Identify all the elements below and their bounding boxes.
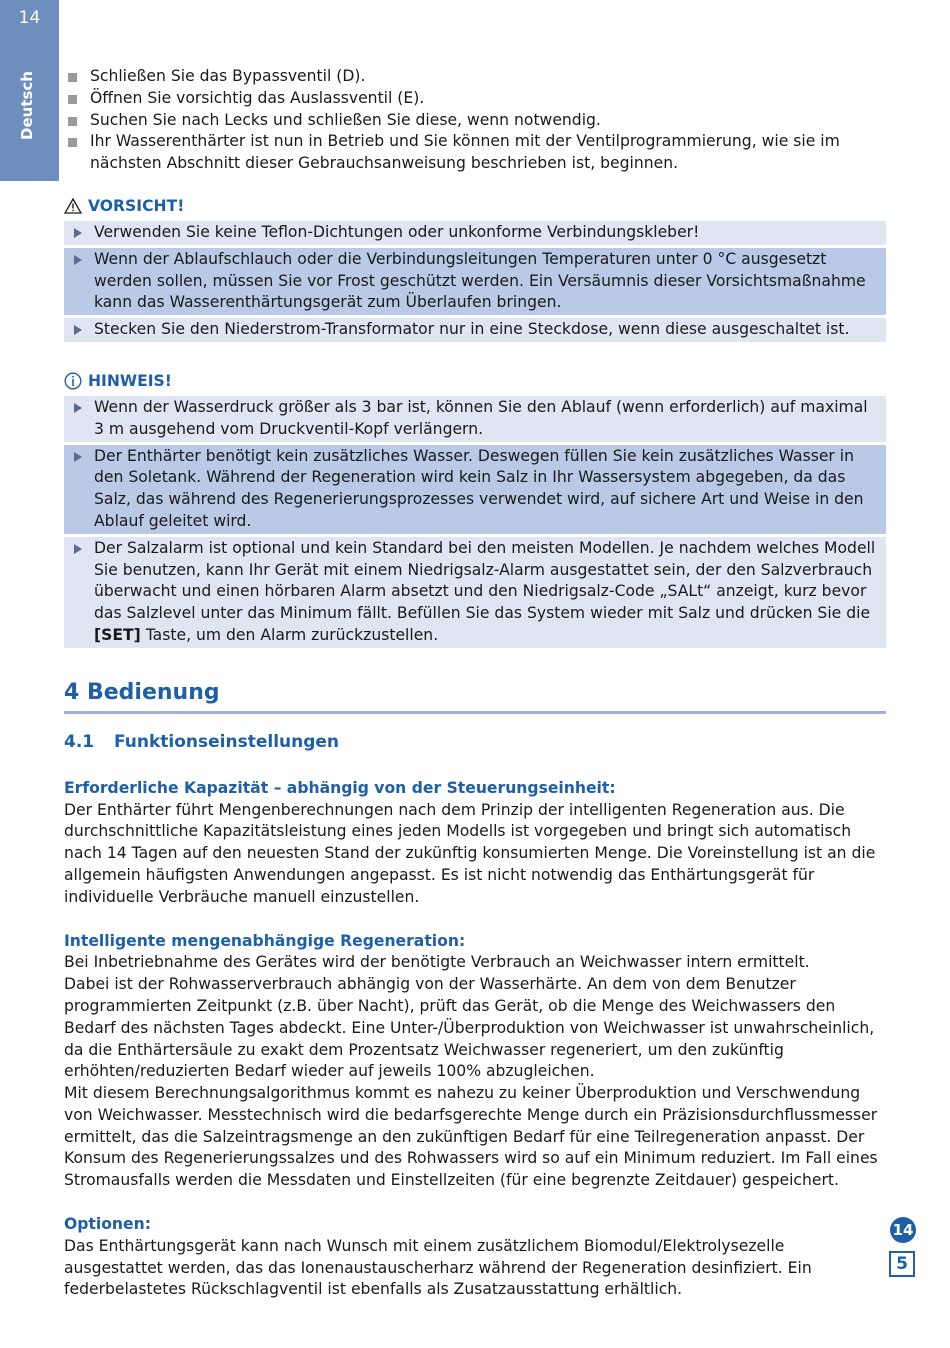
step-item: Schließen Sie das Bypassventil (D).	[64, 66, 886, 88]
triangle-bullet-icon	[74, 403, 82, 413]
triangle-bullet-icon	[74, 255, 82, 265]
caution-item: Wenn der Ablaufschlauch oder die Verbindungsleitungen Temperaturen unter 0 °C ausgesetzt werden sollen, müssen Sie vor Frost geschützt werden. Ein Versäumnis dieser Vorsichtsmaßnahme kann das Wasserenthärtungsgerät zum Überlaufen bringen.	[64, 248, 886, 315]
triangle-bullet-icon	[74, 325, 82, 335]
square-bullet-icon	[68, 95, 77, 104]
capacity-heading: Erforderliche Kapazität – abhängig von der Steuerungseinheit:	[64, 778, 616, 797]
note-item: Wenn der Wasserdruck größer als 3 bar ist, können Sie den Ablauf (wenn erforderlich) auf maximal 3 m ausgehend vom Druckventil-Kopf verlängern.	[64, 396, 886, 442]
page-number: 14	[18, 8, 41, 28]
regeneration-text-3: Mit diesem Berechnungsalgorithmus kommt es nahezu zu keiner Überproduktion und Verschwendung von Weichwasser. Messtechnisch wird die bedarfsgerechte Menge durch ein Präzisionsdurchflussmesser ermittelt, das die Salzeintragsmenge an den zukünftigen Bedarf für eine Teilregeneration anpasst. Der Konsum des Regenerierungssalzes und des Rohwassers wird so auf ein Minimum reduziert. Im Fall eines Stromausfalls werden die Messdaten und Einstellzeiten (für eine begrenzte Zeitdauer) gespeichert.	[64, 1084, 878, 1190]
options-text: Das Enthärtungsgerät kann nach Wunsch mit einem zusätzlichem Biomodul/Elektrolysezelle ausgestattet werden, das das Ionenaustauscherharz während der Regeneration desinfiziert. Ein federbelastetes Rückschlagventil ist ebenfalls als Zusatzausstattung erhältlich.	[64, 1236, 812, 1299]
options-heading: Optionen:	[64, 1215, 151, 1234]
caution-heading	[64, 197, 886, 215]
regeneration-heading: Intelligente mengenabhängige Regeneration:	[64, 931, 466, 950]
note-list	[64, 396, 886, 648]
step-item: Ihr Wasserenthärter ist nun in Betrieb und Sie können mit der Ventilprogrammierung, wie sie im nächsten Abschnitt dieser Gebrauchsanweisung beschrieben ist, beginnen.	[64, 131, 886, 175]
step-list	[64, 66, 886, 175]
step-item: Öffnen Sie vorsichtig das Auslassventil (E).	[64, 88, 886, 110]
note-title: HINWEIS!	[88, 371, 172, 390]
subsection-title: Funktionseinstellungen	[114, 731, 340, 752]
note-item: Der Salzalarm ist optional und kein Standard bei den meisten Modellen. Je nachdem welches Modell Sie benutzen, kann Ihr Gerät mit einem Niedrigsalz-Alarm ausgestattet sein, der den Salzverbrauch überwacht und einen hörbaren Alarm absetzt und den Niedrigsalz-Code „SALt“ anzeigt, kurz bevor das Salzlevel unter das Minimum fällt. Befüllen Sie das System wieder mit Salz und drücken Sie die [SET] Taste, um den Alarm zurückzustellen.	[64, 537, 886, 648]
note-item: Der Enthärter benötigt kein zusätzliches Wasser. Deswegen füllen Sie kein zusätzliches Wasser in den Soletank. Während der Regeneration wird kein Salz in Ihr Wassersystem abgegeben, da das Salz, das während des Regenerierungsprozesses verwendet wird, auf sichere Art und Weise in den Ablauf geleitet wird.	[64, 445, 886, 534]
square-bullet-icon	[68, 138, 77, 147]
subsection-number: 4.1	[64, 731, 95, 752]
note-heading	[64, 372, 886, 390]
caution-item: Verwenden Sie keine Teflon-Dichtungen oder unkonforme Verbindungskleber!	[64, 221, 886, 245]
capacity-text: Der Enthärter führt Mengenberechnungen nach dem Prinzip der intelligenten Regeneration aus. Die durchschnittliche Kapazitätsleistung eines jeden Modells ist vorgegeben und bringt sich automatisch nach 14 Tagen auf den neuesten Stand der zukünftig konsumierten Menge. Die Voreinstellung ist an die allgemein häufigsten Anwendungen angepasst. Es ist nicht notwendig das Enthärtungsgerät für individuelle Verbräuche manuell einzustellen.	[64, 800, 876, 906]
info-circle-icon	[64, 372, 82, 390]
page-badge-square: 5	[889, 1251, 915, 1277]
page-badge-round: 14	[890, 1217, 916, 1243]
language-label: Deutsch	[18, 71, 36, 140]
triangle-bullet-icon	[74, 452, 82, 462]
page-content	[64, 66, 886, 1301]
caution-list	[64, 221, 886, 342]
square-bullet-icon	[68, 73, 77, 82]
warning-triangle-icon	[64, 198, 82, 214]
square-bullet-icon	[68, 117, 77, 126]
step-item: Suchen Sie nach Lecks und schließen Sie diese, wenn notwendig.	[64, 110, 886, 132]
language-side-tab	[0, 0, 59, 181]
set-key-label: [SET]	[94, 625, 141, 644]
caution-item: Stecken Sie den Niederstrom-Transformator nur in eine Steckdose, wenn diese ausgeschaltet ist.	[64, 318, 886, 342]
caution-title: VORSICHT!	[88, 196, 185, 215]
triangle-bullet-icon	[74, 544, 82, 554]
subsection-heading	[64, 732, 886, 752]
regeneration-text-1: Bei Inbetriebnahme des Gerätes wird der benötigte Verbrauch an Weichwasser intern ermittelt.	[64, 953, 810, 972]
section-heading: 4 Bedienung	[64, 680, 886, 714]
triangle-bullet-icon	[74, 228, 82, 238]
regeneration-text-2: Dabei ist der Rohwasserverbrauch abhängig von der Wasserhärte. An dem von dem Benutzer programmierten Zeitpunkt (z.B. über Nacht), prüft das Gerät, ob die Menge des Weichwassers den Bedarf des nächsten Tages abdeckt. Eine Unter-/Überproduktion von Weichwasser ist unwahrscheinlich, da die Enthärtersäule zu exakt dem Prozentsatz Weichwasser regeneriert, um den zukünftig erhöhten/reduzierten Bedarf wieder auf jeweils 100% abzugleichen.	[64, 975, 875, 1081]
